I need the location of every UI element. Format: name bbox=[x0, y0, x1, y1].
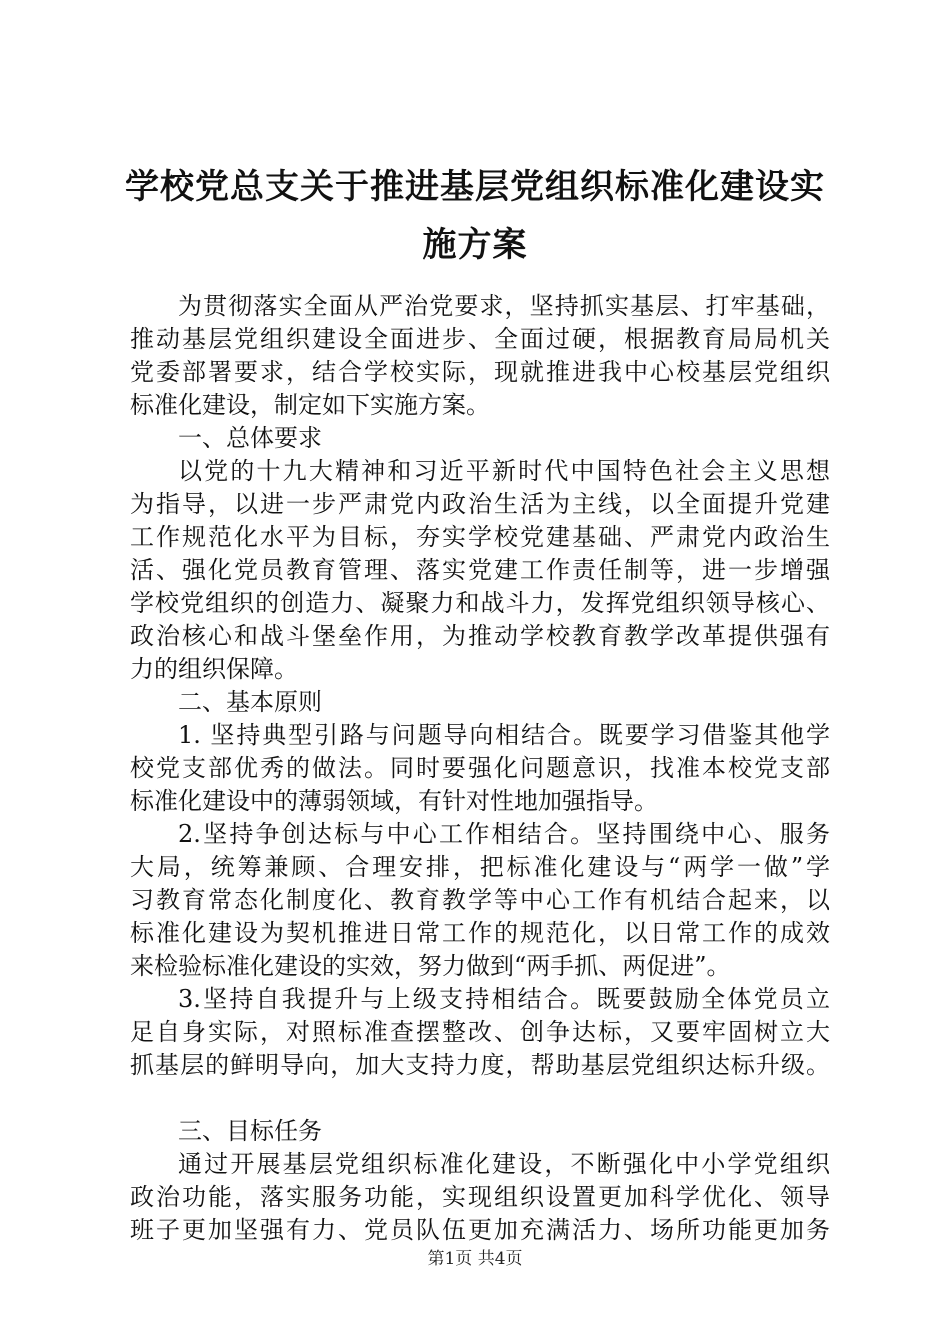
paragraph-gap bbox=[130, 1082, 830, 1115]
body-text-line: 推动基层党组织建设全面进步、全面过硬，根据教育局局机关 bbox=[130, 325, 830, 353]
document-body bbox=[130, 290, 830, 1247]
body-text-line: 工作规范化水平为目标，夯实学校党建基础、严肃党内政治生 bbox=[130, 523, 830, 551]
body-text-line: 力的组织保障。 bbox=[130, 655, 298, 683]
body-text-line: 以党的十九大精神和习近平新时代中国特色社会主义思想 bbox=[178, 457, 830, 485]
section-heading: 三、目标任务 bbox=[178, 1117, 322, 1145]
body-text-line: 政治核心和战斗堡垒作用，为推动学校教育教学改革提供强有 bbox=[130, 622, 830, 650]
document-title-line-1: 学校党总支关于推进基层党组织标准化建设实 bbox=[125, 167, 825, 207]
body-text-line: 来检验标准化建设的实效，努力做到“两手抓、两促进”。 bbox=[130, 952, 731, 980]
section-heading: 一、总体要求 bbox=[178, 424, 322, 452]
body-text-line: 通过开展基层党组织标准化建设，不断强化中小学党组织 bbox=[178, 1150, 830, 1178]
body-text-line: 3.坚持自我提升与上级支持相结合。既要鼓励全体党员立 bbox=[178, 985, 830, 1013]
body-text-line: 标准化建设为契机推进日常工作的规范化，以日常工作的成效 bbox=[130, 919, 830, 947]
body-text-line: 足自身实际，对照标准查摆整改、创争达标，又要牢固树立大 bbox=[130, 1018, 830, 1046]
body-text-line: 学校党组织的创造力、凝聚力和战斗力，发挥党组织领导核心、 bbox=[130, 589, 830, 617]
body-text-line: 活、强化党员教育管理、落实党建工作责任制等，进一步增强 bbox=[130, 556, 830, 584]
body-text-line: 为贯彻落实全面从严治党要求，坚持抓实基层、打牢基础， bbox=[178, 292, 830, 320]
body-text-line: 班子更加坚强有力、党员队伍更加充满活力、场所功能更加务 bbox=[130, 1216, 830, 1244]
body-text-line: 政治功能，落实服务功能，实现组织设置更加科学优化、领导 bbox=[130, 1183, 830, 1211]
body-text-line: 标准化建设中的薄弱领域，有针对性地加强指导。 bbox=[130, 787, 658, 815]
document-title-line-2: 施方案 bbox=[422, 225, 528, 265]
body-text-line: 标准化建设，制定如下实施方案。 bbox=[130, 391, 490, 419]
body-text-line: 2.坚持争创达标与中心工作相结合。坚持围绕中心、服务 bbox=[178, 820, 830, 848]
body-text-line: 习教育常态化制度化、教育教学等中心工作有机结合起来，以 bbox=[130, 886, 830, 914]
body-text-line: 校党支部优秀的做法。同时要强化问题意识，找准本校党支部 bbox=[130, 754, 830, 782]
body-text-line: 抓基层的鲜明导向，加大支持力度，帮助基层党组织达标升级。 bbox=[130, 1051, 830, 1079]
body-text-line: 大局，统筹兼顾、合理安排，把标准化建设与“两学一做”学 bbox=[130, 853, 830, 881]
body-text-line: 党委部署要求，结合学校实际，现就推进我中心校基层党组织 bbox=[130, 358, 830, 386]
body-text-line: 1. 坚持典型引路与问题导向相结合。既要学习借鉴其他学 bbox=[178, 721, 830, 749]
body-text-line: 为指导，以进一步严肃党内政治生活为主线，以全面提升党建 bbox=[130, 490, 830, 518]
page-footer: 第1页 共4页 bbox=[427, 1249, 523, 1269]
section-heading: 二、基本原则 bbox=[178, 688, 322, 716]
